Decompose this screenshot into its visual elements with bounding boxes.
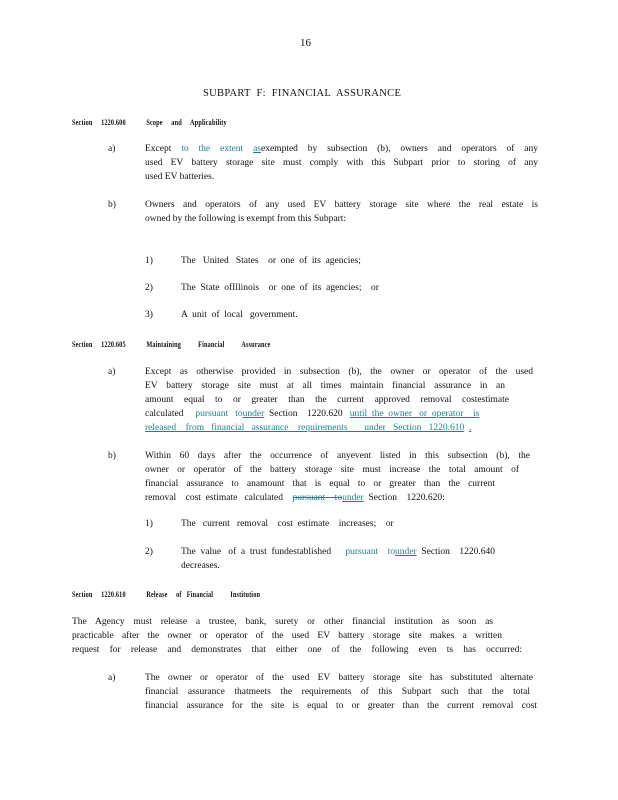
s600-a-line-2: used EV battery storage site must comply with this Subpart prior to storing of any [145,158,538,168]
subpart-title: SUBPART F: FINANCIAL ASSURANCE [203,88,402,99]
s600-a-line-3: used EV batteries. [145,172,215,182]
subsection-label-b: b) [108,200,116,210]
inserted-text: pursuant to [195,409,243,419]
text: Except [145,144,172,154]
item-text: The United States or one of its agencies; [181,256,361,266]
s605-a-line-3: amount equal to or greater than the current approved removal costestimate [145,395,509,405]
page-number: 16 [300,37,311,49]
item-number: 1) [145,256,153,266]
s600-a-line-1 [145,143,538,157]
subsection-label-b: b) [108,451,116,461]
text: Section 1220.620: [368,493,445,503]
item-text: The current removal cost estimate increases; or [181,519,394,529]
inserted-underlined: as [253,144,261,154]
item-text [181,546,495,560]
inserted-underlined: under [394,547,417,557]
subsection-label-a: a) [108,144,116,154]
section-number: Section 1220.610 [72,590,126,599]
s610-paragraph-line-2: practicable after the owner or operator of the used EV battery storage site makes a written [72,631,502,641]
inserted-underlined: released from financial assurance requirements under Section 1220.610 [145,423,465,433]
struck-text: pursuant to [292,493,343,503]
inserted-text [181,144,261,154]
item-text-continued: decreases. [181,561,220,571]
item-number: 1) [145,519,153,529]
s605-b-line-4 [145,492,445,506]
subsection-label-a: a) [108,673,116,683]
s610-paragraph-line-3: request for release and demonstrates that either one of the following even ts has occurred: [72,645,522,655]
item-number: 3) [145,310,153,320]
s605-b-line-1: Within 60 days after the occurrence of anyevent listed in this subsection (b), the [145,451,530,461]
text: The value of a trust fundestablished [181,547,332,557]
text: exempted by subsection (b), owners and operators of any [261,144,539,154]
s605-a-line-1: Except as otherwise provided in subsection (b), the owner or operator of the used [145,367,533,377]
item-number: 2) [145,283,153,293]
section-1220-600-heading [72,118,227,127]
s605-a-line-4 [145,408,479,422]
section-1220-605-heading [72,340,270,349]
section-title: Maintaining Financial Assurance [146,340,271,349]
section-title: Scope and Applicability [146,118,227,127]
s605-a-line-5 [145,422,471,436]
section-number: Section 1220.600 [72,118,126,127]
s605-a-line-2: EV battery storage site must at all times maintain financial assurance in an [145,381,505,391]
inserted-words: to the extent [181,144,244,154]
s610-paragraph-line-1: The Agency must release a trustee, bank, surety or other financial institution as soon as [72,617,493,627]
item-number: 2) [145,547,153,557]
s605-b-line-2: owner or operator of the battery storage site must increase the total amount of [145,465,519,475]
inserted-underlined: under [242,409,265,419]
s605-b-line-3: financial assurance to anamount that is equal to or greater than the current [145,479,495,489]
section-1220-610-heading [72,590,260,599]
text: Section 1220.620 [269,409,343,419]
text: calculated [145,409,184,419]
s600-b-line-2: owned by the following is exempt from this Subpart: [145,214,347,224]
section-title: Release of Financial Institution [146,590,261,599]
inserted-underlined: until the owner or operator is [349,409,480,419]
item-text: The State ofIllinois or one of its agencies; or [181,283,379,293]
subsection-label-a: a) [108,367,116,377]
s610-a-line-3: financial assurance for the site is equal to or greater than the current removal cost [145,701,537,711]
text: removal cost estimate calculated [145,493,283,503]
s610-a-line-1: The owner or operator of the used EV battery storage site has substituted alternate [145,673,533,683]
section-number: Section 1220.605 [72,340,126,349]
s600-b-line-1: Owners and operators of any used EV battery storage site where the real estate is [145,200,538,210]
item-text: A unit of local government. [181,310,298,320]
s610-a-line-2: financial assurance thatmeets the requirements of this Subpart such that the total [145,687,530,697]
inserted-underlined: . [468,423,472,433]
text: Section 1220.640 [421,547,495,557]
inserted-underlined: under [342,493,364,503]
inserted-text: pursuant to [345,547,395,557]
